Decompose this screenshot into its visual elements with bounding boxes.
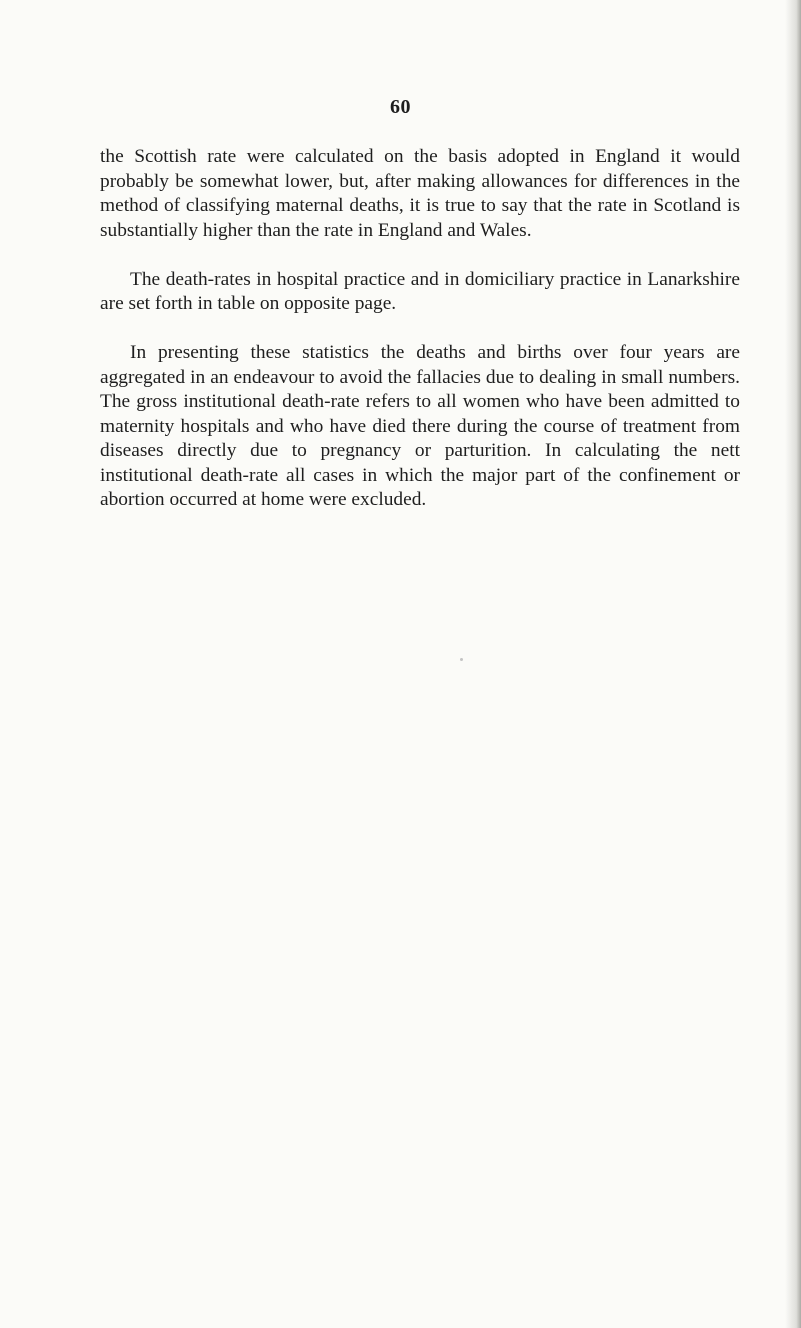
body-text <box>100 145 740 513</box>
page-number: 60 <box>390 96 411 118</box>
paragraph-death-rates: The death-rates in hospital practice and in domiciliary practice in Lanarkshire are set forth in table on opposite page. <box>100 268 740 314</box>
paragraph-statistics: In presenting these statistics the deaths and births over four years are aggregated in an endeavour to avoid the fallacies due to dealing in small numbers. The gross institutional death-rate refers to all women who have been admitted to maternity hospitals and who have died there during the course of treatment from diseases directly due to pregnancy or parturition. In calculating the nett institutional death-rate all cases in which the major part of the confinement or abortion occurred at home were excluded. <box>100 342 740 510</box>
scan-speck <box>460 658 463 661</box>
page-edge-shadow <box>785 0 801 1328</box>
paragraph-continuation: the Scottish rate were calculated on the basis adopted in England it would probably be somewhat lower, but, after making allowances for differences in the method of classifying maternal deaths, it is true to say that the rate in Scotland is substantially higher than the rate in England and Wales. <box>100 146 740 241</box>
